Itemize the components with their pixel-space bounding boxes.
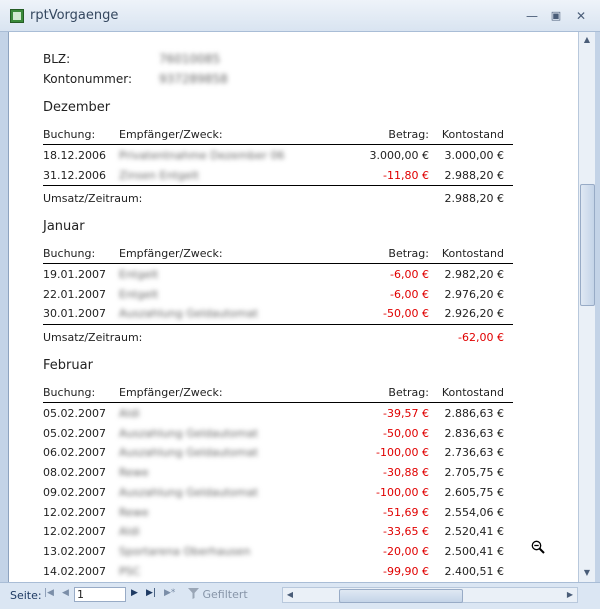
new-record-icon[interactable]: ▶* <box>164 588 176 598</box>
row-date: 09.02.2007 <box>43 485 106 499</box>
summary-value: 2.988,20 € <box>444 192 504 206</box>
close-button[interactable]: ✕ <box>575 9 587 23</box>
column-buchung: Buchung: <box>43 128 96 141</box>
zoom-out-icon[interactable] <box>531 540 545 554</box>
row-balance: 2.926,20 € <box>444 307 504 321</box>
row-amount: -99,90 € <box>383 564 429 578</box>
filter-label: Gefiltert <box>202 588 248 601</box>
row-date: 18.12.2006 <box>43 149 106 162</box>
column-betrag: Betrag: <box>388 386 429 399</box>
row-balance: 2.500,41 € <box>444 544 504 558</box>
row-amount: -50,00 € <box>383 426 429 440</box>
row-amount: -6,00 € <box>390 268 429 281</box>
row-balance: 2.400,51 € <box>444 564 504 578</box>
row-date: 05.02.2007 <box>43 407 106 420</box>
column-kontostand: Kontostand <box>441 386 504 399</box>
horizontal-scrollbar[interactable] <box>282 587 578 603</box>
row-date: 12.02.2007 <box>43 505 106 519</box>
row-balance: 2.836,63 € <box>444 426 504 440</box>
scroll-down-icon[interactable]: ▼ <box>583 568 591 577</box>
scroll-left-icon[interactable]: ◀ <box>286 590 294 599</box>
row-balance: 3.000,00 € <box>444 149 504 162</box>
row-date: 14.02.2007 <box>43 564 106 578</box>
row-balance: 2.705,75 € <box>444 466 504 480</box>
row-amount: -100,00 € <box>376 446 429 460</box>
row-amount: -33,65 € <box>383 525 429 539</box>
row-purpose: Zinsen Entgelt <box>119 168 199 182</box>
row-purpose: Auszahlung Geldautomat <box>119 426 259 440</box>
blz-label: BLZ: <box>43 52 71 66</box>
row-date: 05.02.2007 <box>43 426 106 440</box>
summary-divider <box>43 324 513 325</box>
row-purpose: Aldi <box>119 525 140 539</box>
row-date: 31.12.2006 <box>43 168 106 182</box>
last-page-icon[interactable]: ▶| <box>146 588 156 598</box>
hscroll-thumb[interactable] <box>339 589 463 603</box>
first-page-icon[interactable]: |◀ <box>44 588 54 598</box>
row-purpose: PSC <box>119 564 141 578</box>
row-purpose: Privatentnahme Dezember 06 <box>119 149 285 162</box>
prev-page-icon[interactable]: ◀ <box>62 588 69 598</box>
row-balance: 2.988,20 € <box>444 168 504 182</box>
status-bar <box>0 582 600 609</box>
column-empfaenger: Empfänger/Zweck: <box>119 386 223 399</box>
column-kontostand: Kontostand <box>441 247 504 260</box>
column-betrag: Betrag: <box>388 247 429 260</box>
row-purpose: Auszahlung Geldautomat <box>119 307 259 321</box>
row-amount: -30,88 € <box>383 466 429 480</box>
row-purpose: Entgelt <box>119 268 159 281</box>
row-date: 22.01.2007 <box>43 287 106 301</box>
summary-label: Umsatz/Zeitraum: <box>43 331 143 345</box>
row-purpose: Rewe <box>119 505 149 519</box>
column-betrag: Betrag: <box>388 128 429 141</box>
maximize-button[interactable]: ▣ <box>550 9 562 22</box>
minimize-button[interactable]: — <box>526 9 538 23</box>
funnel-icon <box>188 588 199 599</box>
title-bar <box>0 0 600 32</box>
row-amount: -20,00 € <box>383 544 429 558</box>
column-empfaenger: Empfänger/Zweck: <box>119 128 223 141</box>
column-kontostand: Kontostand <box>441 128 504 141</box>
row-purpose: Sportarena Oberhausen <box>119 544 251 558</box>
summary-value: -62,00 € <box>458 331 504 345</box>
report-icon <box>10 9 24 23</box>
month-heading: Februar <box>43 358 93 373</box>
header-divider <box>43 263 513 264</box>
row-amount: -100,00 € <box>376 485 429 499</box>
row-balance: 2.886,63 € <box>444 407 504 420</box>
scroll-thumb[interactable] <box>580 184 595 306</box>
row-date: 08.02.2007 <box>43 466 106 480</box>
kontonummer-value: 937289858 <box>159 72 228 86</box>
row-amount: -51,69 € <box>383 505 429 519</box>
row-amount: -50,00 € <box>383 307 429 321</box>
row-amount: 3.000,00 € <box>369 149 429 162</box>
row-balance: 2.554,06 € <box>444 505 504 519</box>
page-label: Seite: <box>10 589 42 602</box>
row-date: 13.02.2007 <box>43 544 106 558</box>
row-purpose: Auszahlung Geldautomat <box>119 446 259 460</box>
row-purpose: Rewe <box>119 466 149 480</box>
row-balance: 2.520,41 € <box>444 525 504 539</box>
summary-label: Umsatz/Zeitraum: <box>43 192 143 206</box>
scroll-right-icon[interactable]: ▶ <box>566 590 574 599</box>
row-balance: 2.605,75 € <box>444 485 504 499</box>
kontonummer-label: Kontonummer: <box>43 72 133 86</box>
row-date: 06.02.2007 <box>43 446 106 460</box>
row-amount: -11,80 € <box>383 168 429 182</box>
month-heading: Januar <box>43 219 85 234</box>
row-amount: -39,57 € <box>383 407 429 420</box>
header-divider <box>43 144 513 145</box>
header-divider <box>43 402 513 403</box>
row-balance: 2.976,20 € <box>444 287 504 301</box>
row-date: 19.01.2007 <box>43 268 106 281</box>
vertical-scrollbar[interactable] <box>578 32 595 582</box>
row-date: 12.02.2007 <box>43 525 106 539</box>
window-title: rptVorgaenge <box>30 8 119 23</box>
column-buchung: Buchung: <box>43 386 96 399</box>
row-purpose: Aldi <box>119 407 140 420</box>
row-balance: 2.736,63 € <box>444 446 504 460</box>
row-amount: -6,00 € <box>390 287 429 301</box>
row-purpose: Entgelt <box>119 287 159 301</box>
row-purpose: Auszahlung Geldautomat <box>119 485 259 499</box>
scroll-up-icon[interactable]: ▲ <box>583 35 591 44</box>
next-page-icon[interactable]: ▶ <box>131 588 138 598</box>
column-empfaenger: Empfänger/Zweck: <box>119 247 223 260</box>
summary-divider <box>43 185 513 186</box>
page-number-input[interactable]: 1 <box>74 587 126 602</box>
column-buchung: Buchung: <box>43 247 96 260</box>
blz-value: 76010085 <box>159 52 221 66</box>
filter-toggle[interactable] <box>188 588 248 601</box>
row-balance: 2.982,20 € <box>444 268 504 281</box>
month-heading: Dezember <box>43 100 111 115</box>
report-preview <box>8 32 579 582</box>
row-date: 30.01.2007 <box>43 307 106 321</box>
